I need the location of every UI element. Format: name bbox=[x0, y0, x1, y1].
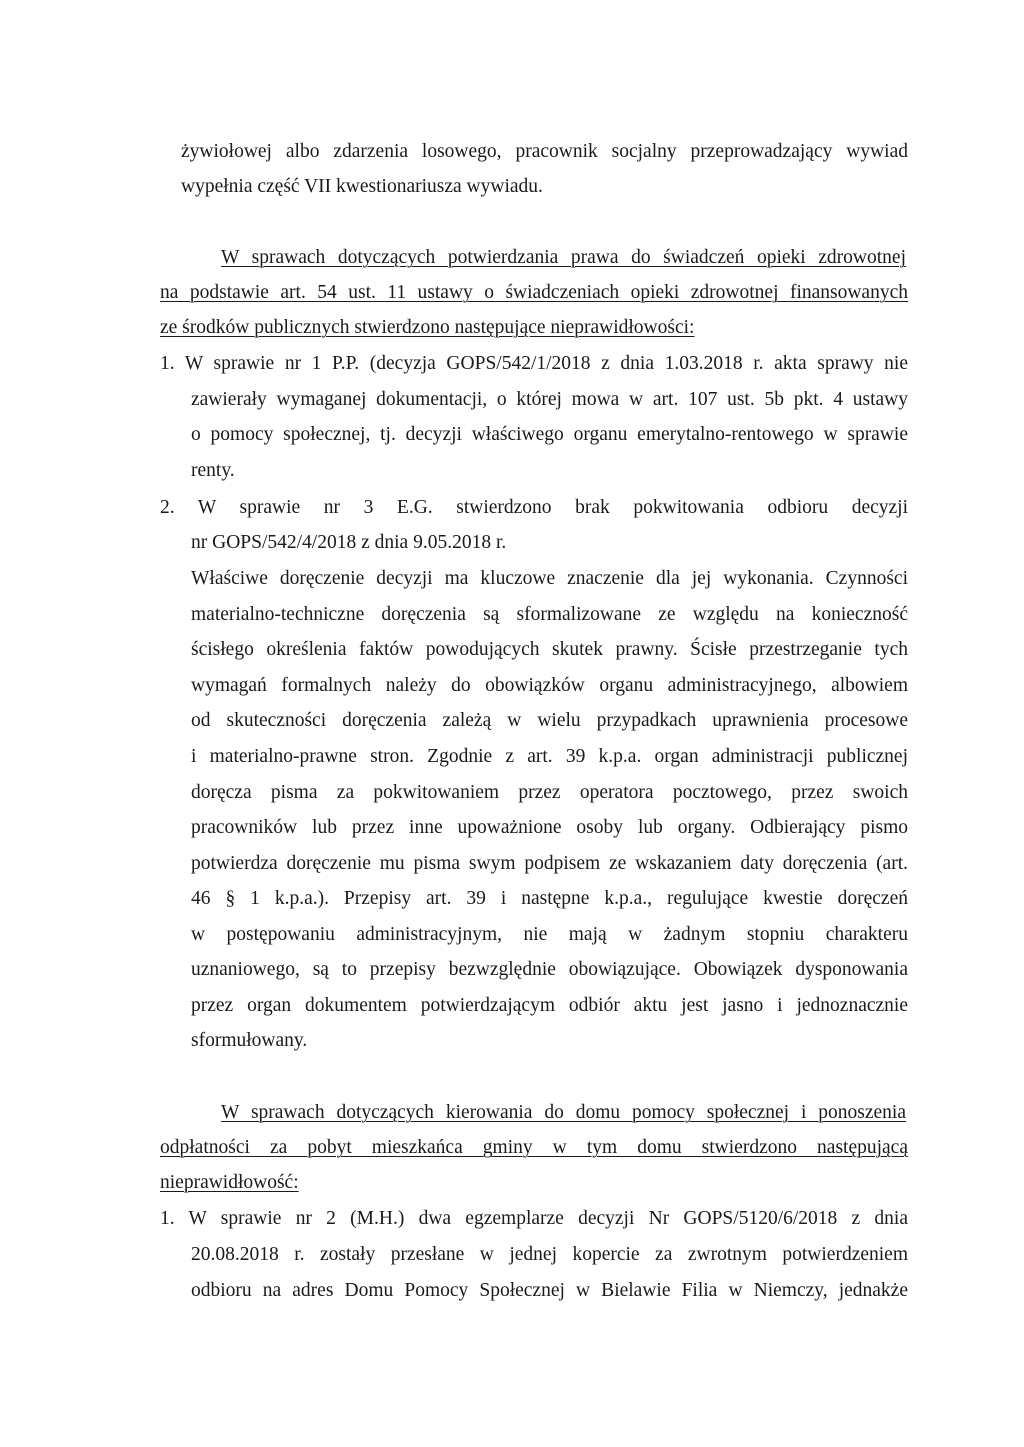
paragraph-line: i materialno-prawne stron. Zgodnie z art. 39 k.p.a. organ administracji publicznej bbox=[191, 746, 908, 767]
paragraph-line: wypełnia część VII kwestionariusza wywiadu. bbox=[181, 176, 543, 197]
paragraph-line: uznaniowego, są to przepisy bezwzględnie obowiązujące. Obowiązek dysponowania bbox=[191, 959, 908, 980]
paragraph-line: sformułowany. bbox=[191, 1030, 308, 1051]
paragraph-line: przez organ dokumentem potwierdzającym odbiór aktu jest jasno i jednoznacznie bbox=[191, 995, 908, 1016]
paragraph-line: ścisłego określenia faktów powodujących skutek prawny. Ścisłe przestrzeganie tych bbox=[191, 639, 908, 660]
section-heading-line: ze środków publicznych stwierdzono następujące nieprawidłowości: bbox=[160, 317, 695, 338]
section-heading-line: nieprawidłowość: bbox=[160, 1172, 299, 1193]
list-item-line: o pomocy społecznej, tj. decyzji właściwego organu emerytalno-rentowego w sprawie bbox=[191, 424, 908, 445]
paragraph-line: pracowników lub przez inne upoważnione osoby lub organy. Odbierający pismo bbox=[191, 817, 908, 838]
paragraph-line: potwierdza doręczenie mu pisma swym podpisem ze wskazaniem daty doręczenia (art. bbox=[191, 853, 908, 874]
list-item-line: 20.08.2018 r. zostały przesłane w jednej kopercie za zwrotnym potwierdzeniem bbox=[191, 1244, 908, 1265]
section-heading-line: W sprawach dotyczących potwierdzania prawa do świadczeń opieki zdrowotnej bbox=[221, 247, 906, 268]
list-item-line: 1. W sprawie nr 2 (M.H.) dwa egzemplarze decyzji Nr GOPS/5120/6/2018 z dnia bbox=[160, 1208, 908, 1229]
paragraph-line: w postępowaniu administracyjnym, nie mają w żadnym stopniu charakteru bbox=[191, 924, 908, 945]
section-heading-line: odpłatności za pobyt mieszkańca gminy w tym domu stwierdzono następującą bbox=[160, 1137, 908, 1158]
list-item-line: renty. bbox=[191, 460, 235, 481]
list-item-line: nr GOPS/542/4/2018 z dnia 9.05.2018 r. bbox=[191, 532, 507, 553]
list-item-line: 2. W sprawie nr 3 E.G. stwierdzono brak pokwitowania odbioru decyzji bbox=[160, 497, 908, 518]
list-item-line: odbioru na adres Domu Pomocy Społecznej w Bielawie Filia w Niemczy, jednakże bbox=[191, 1280, 908, 1301]
paragraph-line: wymagań formalnych należy do obowiązków organu administracyjnego, albowiem bbox=[191, 675, 908, 696]
paragraph-line: od skuteczności doręczenia zależą w wielu przypadkach uprawnienia procesowe bbox=[191, 710, 908, 731]
paragraph-line: 46 § 1 k.p.a.). Przepisy art. 39 i następne k.p.a., regulujące kwestie doręczeń bbox=[191, 888, 908, 909]
paragraph-line: żywiołowej albo zdarzenia losowego, pracownik socjalny przeprowadzający wywiad bbox=[181, 141, 908, 162]
list-item-line: zawierały wymaganej dokumentacji, o której mowa w art. 107 ust. 5b pkt. 4 ustawy bbox=[191, 389, 908, 410]
paragraph-line: doręcza pisma za pokwitowaniem przez operatora pocztowego, przez swoich bbox=[191, 782, 908, 803]
paragraph-line: Właściwe doręczenie decyzji ma kluczowe znaczenie dla jej wykonania. Czynności bbox=[191, 568, 908, 589]
section-heading-line: W sprawach dotyczących kierowania do domu pomocy społecznej i ponoszenia bbox=[221, 1102, 906, 1123]
paragraph-line: materialno-techniczne doręczenia są sformalizowane ze względu na konieczność bbox=[191, 604, 908, 625]
section-heading-line: na podstawie art. 54 ust. 11 ustawy o świadczeniach opieki zdrowotnej finansowanych bbox=[160, 282, 908, 303]
list-item-line: 1. W sprawie nr 1 P.P. (decyzja GOPS/542/1/2018 z dnia 1.03.2018 r. akta sprawy nie bbox=[160, 353, 908, 374]
